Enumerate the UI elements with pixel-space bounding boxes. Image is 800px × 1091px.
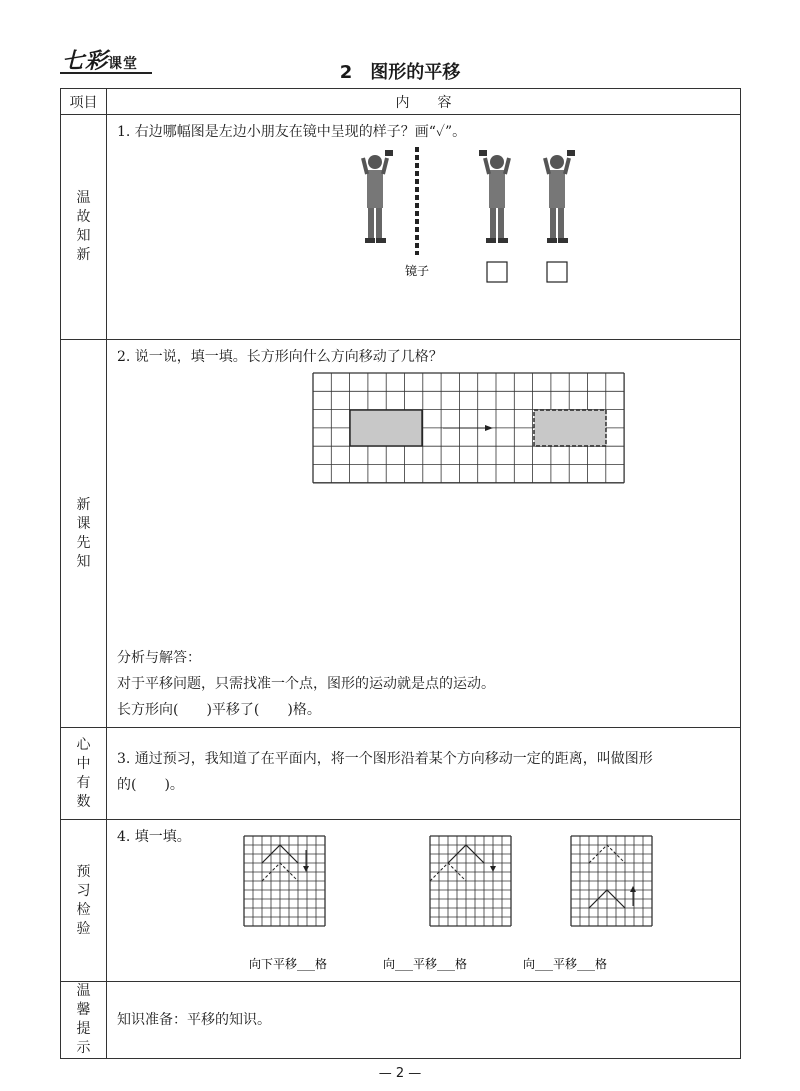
- mirror-figure: [107, 145, 737, 335]
- question-1: 1. 右边哪幅图是左边小朋友在镜中呈现的样子？画“✓”。: [117, 124, 467, 140]
- question-3-line2: 的( )。: [117, 777, 184, 793]
- analysis-text: 对于平移问题，只需找准一个点，图形的运动就是点的运动。: [117, 676, 495, 692]
- tip-text: 知识准备：平移的知识。: [117, 1012, 271, 1028]
- section-check-content: [107, 820, 741, 982]
- section-label-check: 预习检验: [61, 820, 107, 982]
- question-3-line1: 3. 通过预习，我知道了在平面内，将一个图形沿着某个方向移动一定的距离，叫做图形: [117, 751, 653, 767]
- child-figure-option-a: [479, 150, 509, 243]
- section-label-review: 温故知新: [61, 115, 107, 340]
- page-number: — 2 —: [378, 1066, 422, 1081]
- lesson-table: [60, 88, 741, 1059]
- caption-c: 向___平移___格: [523, 957, 608, 971]
- logo-text: 七彩: [62, 49, 109, 74]
- analysis-title: 分析与解答：: [117, 650, 201, 666]
- logo-subtext: 课堂: [108, 56, 139, 72]
- section-label-mind: 心中有数: [61, 728, 107, 820]
- section-new-content: [107, 340, 741, 728]
- section-review-content: [107, 115, 741, 340]
- mirror-label: 镜子: [405, 264, 430, 278]
- caption-b: 向___平移___格: [383, 957, 468, 971]
- section-label-tip: 温馨提示: [61, 982, 107, 1059]
- caption-a: 向下平移___格: [249, 957, 328, 971]
- child-figure-option-b: [545, 150, 575, 243]
- section-label-new: 新课先知: [61, 340, 107, 728]
- child-figure-original: [363, 150, 393, 243]
- section-tip-content: [107, 982, 741, 1059]
- question-2: 2. 说一说，填一填。长方形向什么方向移动了几格？: [117, 349, 443, 365]
- section-mind-content: [107, 728, 741, 820]
- translation-grid: [107, 370, 737, 500]
- page-title: 2 图形的平移: [339, 62, 461, 83]
- rectangle-moved: [534, 410, 606, 446]
- question-4: 4. 填一填。: [117, 829, 191, 845]
- answer-box-b: [547, 262, 567, 282]
- column-header-content: 内 容: [107, 89, 741, 115]
- column-header-item: 项目: [61, 89, 107, 115]
- exercise-grids: [107, 828, 737, 978]
- rectangle-original: [350, 410, 422, 446]
- answer-box-a: [487, 262, 507, 282]
- fill-blank-2: 长方形向( )平移了( )格。: [117, 702, 321, 718]
